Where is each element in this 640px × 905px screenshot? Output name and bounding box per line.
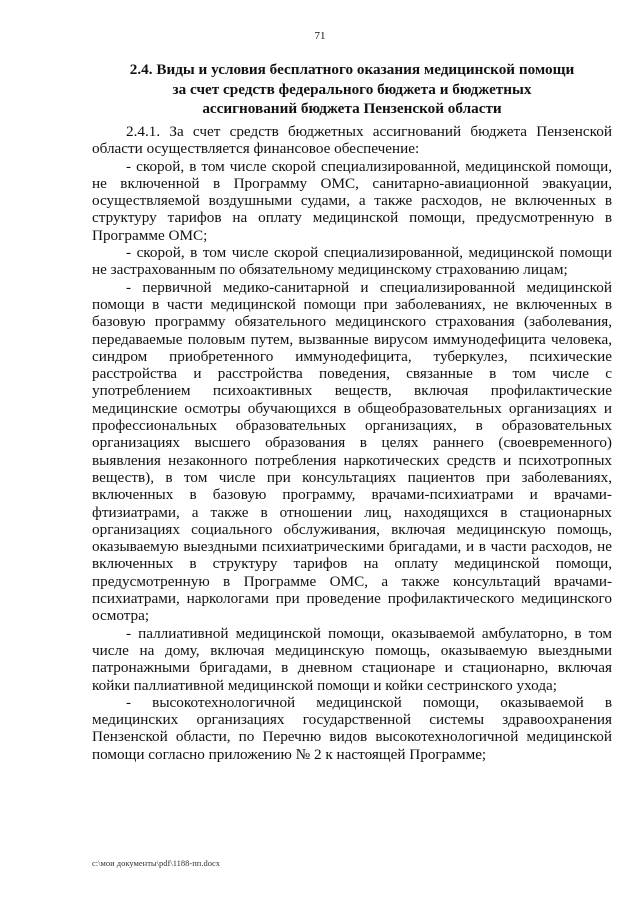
list-item-high-tech-care: - высокотехнологичной медицинской помощи, оказываемой в медицинских организациях государственной системы здравоохранения Пензенской области, по Перечню видов высокотехнологичной медицинской помощи согласно приложению № 2 к настоящей Программе;	[92, 693, 612, 763]
heading-line: за счет средств федерального бюджета и бюджетных	[172, 80, 532, 98]
footer-file-path: c:\мои документы\pdf\1188-пп.docx	[92, 858, 220, 868]
list-item-uninsured-emergency: - скорой, в том числе скорой специализированной, медицинской помощи не застрахованным по обязательному медицинскому страхованию лицам;	[92, 244, 612, 279]
document-body	[92, 123, 612, 763]
section-heading	[92, 60, 612, 119]
heading-line: ассигнований бюджета Пензенской области	[202, 100, 502, 117]
heading-line: 2.4. Виды и условия бесплатного оказания медицинской помощи	[129, 61, 575, 78]
list-item-emergency-care: - скорой, в том числе скорой специализированной, медицинской помощи, не включенной в Программу ОМС, санитарно-авиационной эвакуации, осуществляемой воздушными судами, а также расходов, не включенных в структуру тарифов на оплату медицинской помощи, предусмотренную в Программе ОМС;	[92, 157, 612, 244]
paragraph-intro: 2.4.1. За счет средств бюджетных ассигнований бюджета Пензенской области осуществляется финансовое обеспечение:	[92, 123, 612, 158]
list-item-primary-care: - первичной медико-санитарной и специализированной медицинской помощи в части медицинской помощи при заболеваниях, не включенных в базовую программу обязательного медицинского страхования (заболевания, передаваемые половым путем, вызванные вирусом иммунодефицита человека, синдром приобретенного иммунодефицита, туберкулез, психические расстройства и расстройства поведения, связанные в том числе с употреблением психоактивных веществ, включая профилактические медицинские осмотры обучающихся в общеобразовательных организациях и профессиональных образовательных организациях, в образовательных организациях высшего образования в целях раннего (своевременного) выявления незаконного потребления наркотических средств и психотропных веществ), в том числе при консультациях пациентов при заболеваниях, включенных в базовую программу, врачами-психиатрами и врачами-фтизиатрами, а также в отношении лиц, находящихся в стационарных организациях социального обслуживания, включая медицинскую помощь, оказываемую выездными психиатрическими бригадами, и в части расходов, не включенных в структуру тарифов на оплату медицинской помощи, предусмотренную в Программе ОМС, а также консультаций врачами-психиатрами, наркологами при проведение профилактического медицинского осмотра;	[92, 278, 612, 625]
page-number: 71	[314, 30, 326, 42]
list-item-palliative-care: - паллиативной медицинской помощи, оказываемой амбулаторно, в том числе на дому, включая медицинскую помощь, оказываемую выездными патронажными бригадами, в дневном стационаре и стационарно, включая койки паллиативной медицинской помощи и койки сестринского ухода;	[92, 624, 612, 694]
